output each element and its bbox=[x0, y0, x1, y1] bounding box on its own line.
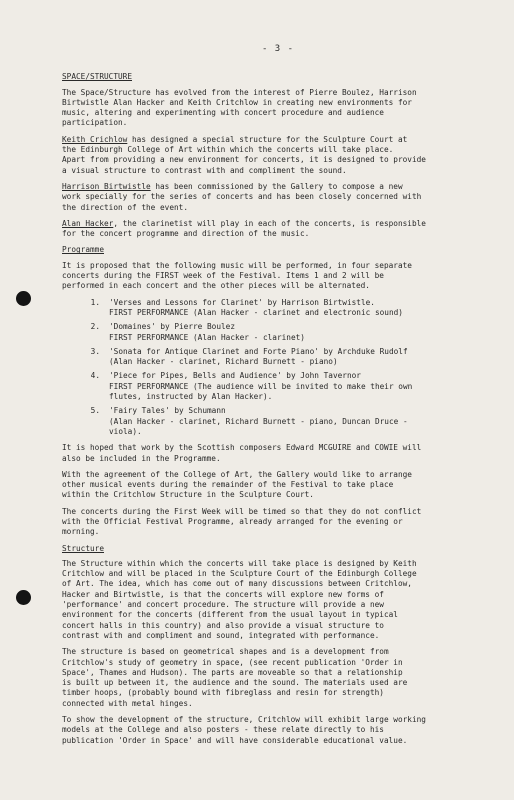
programme-paragraph-events: With the agreement of the College of Art, the Gallery would like to arrange other musical events during the remainder of the Festival to take place within the Critchlow Structure in the Sculpture Court. bbox=[62, 469, 412, 500]
section-heading-programme: Programme bbox=[62, 245, 104, 255]
item-number: 3. bbox=[90, 346, 100, 356]
section-heading-space-structure: SPACE/STRUCTURE bbox=[62, 72, 132, 82]
item-text: 'Verses and Lessons for Clarinet' by Harrison Birtwistle. FIRST PERFORMANCE (Alan Hacker - clarinet and electronic sound) bbox=[109, 297, 403, 317]
item-text: 'Fairy Tales' by Schumann (Alan Hacker - clarinet, Richard Burnett - piano, Duncan Druce - viola). bbox=[109, 406, 408, 436]
item-text: 'Sonata for Antique Clarinet and Forte Piano' by Archduke Rudolf (Alan Hacker - clarinet, Richard Burnett - piano) bbox=[109, 346, 408, 367]
page-content bbox=[62, 44, 494, 752]
critchlow-text: has designed a special structure for the Sculpture Court at the Edinburgh College of Art within which the concerts will take place. Apart from providing a new environment for concerts, it is designed to provide a visual structure to contrast with and compliment the sound. bbox=[62, 134, 426, 175]
list-item bbox=[62, 298, 494, 319]
structure-paragraph-models: To show the development of the structure, Critchlow will exhibit large working models at the College and also posters - these relate directly to his publication 'Order in Space' and will have considerable educational value. bbox=[62, 715, 426, 745]
item-text: 'Domaines' by Pierre Boulez FIRST PERFORMANCE (Alan Hacker - clarinet) bbox=[109, 322, 305, 342]
list-item bbox=[62, 322, 494, 343]
structure-paragraph-geometry: The structure is based on geometrical shapes and is a development from Critchlow's study of geometry in space, (see recent publication 'Order in Space', Thames and Hudson). The parts are moveable so that a relationship is built up between it, the audience and the sound. The materials used are timber hoops, (probably bound with fibreglass and resin for strength) connected with metal hinges. bbox=[62, 647, 408, 708]
birtwistle-paragraph bbox=[62, 182, 494, 213]
item-number: 1. bbox=[90, 297, 100, 307]
list-item bbox=[62, 371, 494, 402]
item-number: 4. bbox=[90, 371, 100, 381]
programme-paragraph-composers: It is hoped that work by the Scottish composers Edward MCGUIRE and COWIE will also be included in the Programme. bbox=[62, 443, 422, 463]
list-item bbox=[62, 347, 494, 368]
space-structure-intro: The Space/Structure has evolved from the interest of Pierre Boulez, Harrison Birtwistle Alan Hacker and Keith Critchlow in creating new environments for music, altering and experimenting with concert procedure and audience participation. bbox=[62, 87, 417, 128]
punch-hole bbox=[16, 291, 31, 306]
item-text: 'Piece for Pipes, Bells and Audience' by John Tavernor FIRST PERFORMANCE (The audience will be invited to make their own flutes, instructed by Alan Hacker). bbox=[109, 371, 413, 402]
punch-hole bbox=[16, 590, 31, 605]
item-number: 2. bbox=[90, 322, 100, 332]
hacker-text: , the clarinetist will play in each of the concerts, is responsible for the concert programme and direction of the music. bbox=[62, 218, 426, 239]
birtwistle-text: has been commissioned by the Gallery to compose a new work specially for the series of concerts and has been closely concerned with the direction of the event. bbox=[62, 181, 422, 212]
birtwistle-name: Harrison Birtwistle bbox=[62, 181, 151, 191]
list-item bbox=[62, 406, 494, 437]
hacker-paragraph bbox=[62, 219, 494, 240]
critchlow-name: Keith Crichlow bbox=[62, 134, 128, 144]
programme-intro: It is proposed that the following music will be performed, in four separate concerts during the FIRST week of the Festival. Items 1 and 2 will be performed in each concert and the other pieces will be alternated. bbox=[62, 260, 412, 291]
structure-paragraph-design: The Structure within which the concerts will take place is designed by Keith Critchlow and will be placed in the Sculpture Court of the Edinburgh College of Art. The idea, which has come out of many discussions between Critchlow, Hacker and Birtwistle, is that the concerts will explore new forms of 'performance' and concert procedure. The structure will provide a new environment for the concerts (different from the usual layout in typical concert halls in this country) and also provide a visual structure to contrast with and compliment and sound, integrated with performance. bbox=[62, 558, 417, 640]
item-number: 5. bbox=[90, 406, 100, 416]
programme-paragraph-timing: The concerts during the First Week will be timed so that they do not conflict with the Official Festival Programme, already arranged for the evening or morning. bbox=[62, 506, 422, 537]
programme-list bbox=[62, 298, 494, 438]
section-heading-structure: Structure bbox=[62, 543, 104, 553]
hacker-name: Alan Hacker bbox=[62, 218, 114, 228]
page-number: - 3 - bbox=[261, 44, 295, 54]
critchlow-paragraph bbox=[62, 135, 494, 176]
